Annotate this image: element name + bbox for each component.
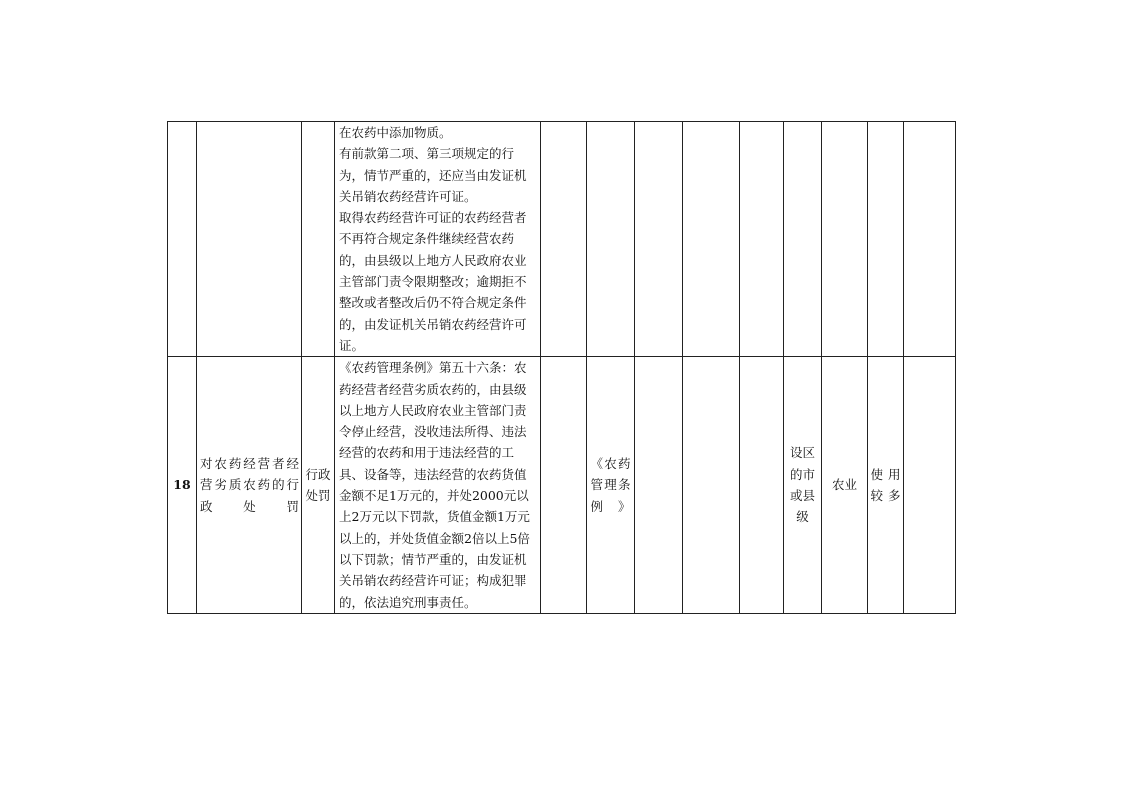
item-category: 行政处罚: [302, 357, 335, 614]
department-cell: [822, 122, 868, 357]
empty-cell: [635, 122, 683, 357]
empty-cell: [541, 122, 587, 357]
level-cell: [784, 122, 822, 357]
empty-cell: [541, 357, 587, 614]
category-cell: [302, 122, 335, 357]
empty-cell: [635, 357, 683, 614]
empty-cell: [904, 357, 956, 614]
regulation-name: [587, 357, 635, 614]
item-name-cell: [197, 122, 302, 357]
jurisdiction-level: [784, 357, 822, 614]
row-number: 18: [168, 357, 197, 614]
level-text: 设区的市或县级: [789, 445, 815, 525]
basis-paragraph: 有前款第二项、第三项规定的行为，情节严重的，还应当由发证机关吊销农药经营许可证。: [339, 146, 527, 204]
frequency-cell: [868, 122, 904, 357]
regulation-cell: [587, 122, 635, 357]
item-name: 对农药经营者经营劣质农药的行政处罚: [197, 357, 302, 614]
basis-cell: [335, 122, 541, 357]
table-row: [168, 122, 956, 357]
basis-paragraph: 《农药管理条例》第五十六条：农药经营者经营劣质农药的，由县级以上地方人民政府农业主管部门责令停止经营，没收违法所得、违法经营的农药和用于违法经营的工具、设备等，违法经营的农药货值金额不足1万元的，并处2000元以上2万元以下罚款，货值金额1万元以上的，并处货值金额2倍以上5倍以下罚款；情节严重的，由发证机关吊销农药经营许可证；构成犯罪的，依法追究刑事责任。: [339, 360, 530, 610]
legal-basis: [335, 357, 541, 614]
table-row: [168, 357, 956, 614]
number-cell: [168, 122, 197, 357]
empty-cell: [740, 357, 784, 614]
enforcement-items-table: [167, 121, 956, 614]
empty-cell: [683, 122, 740, 357]
empty-cell: [683, 357, 740, 614]
empty-cell: [740, 122, 784, 357]
regulation-text: 《农药管理条例》: [590, 456, 631, 514]
empty-cell: [904, 122, 956, 357]
basis-paragraph: 取得农药经营许可证的农药经营者不再符合规定条件继续经营农药的，由县级以上地方人民政府农业主管部门责令限期整改；逾期拒不整改或者整改后仍不符合规定条件的，由发证机关吊销农药经营许可证。: [339, 210, 527, 353]
usage-frequency: [868, 357, 904, 614]
frequency-text: 使用较多: [870, 466, 901, 504]
department: 农业: [822, 357, 868, 614]
basis-paragraph: 在农药中添加物质。: [339, 125, 452, 140]
